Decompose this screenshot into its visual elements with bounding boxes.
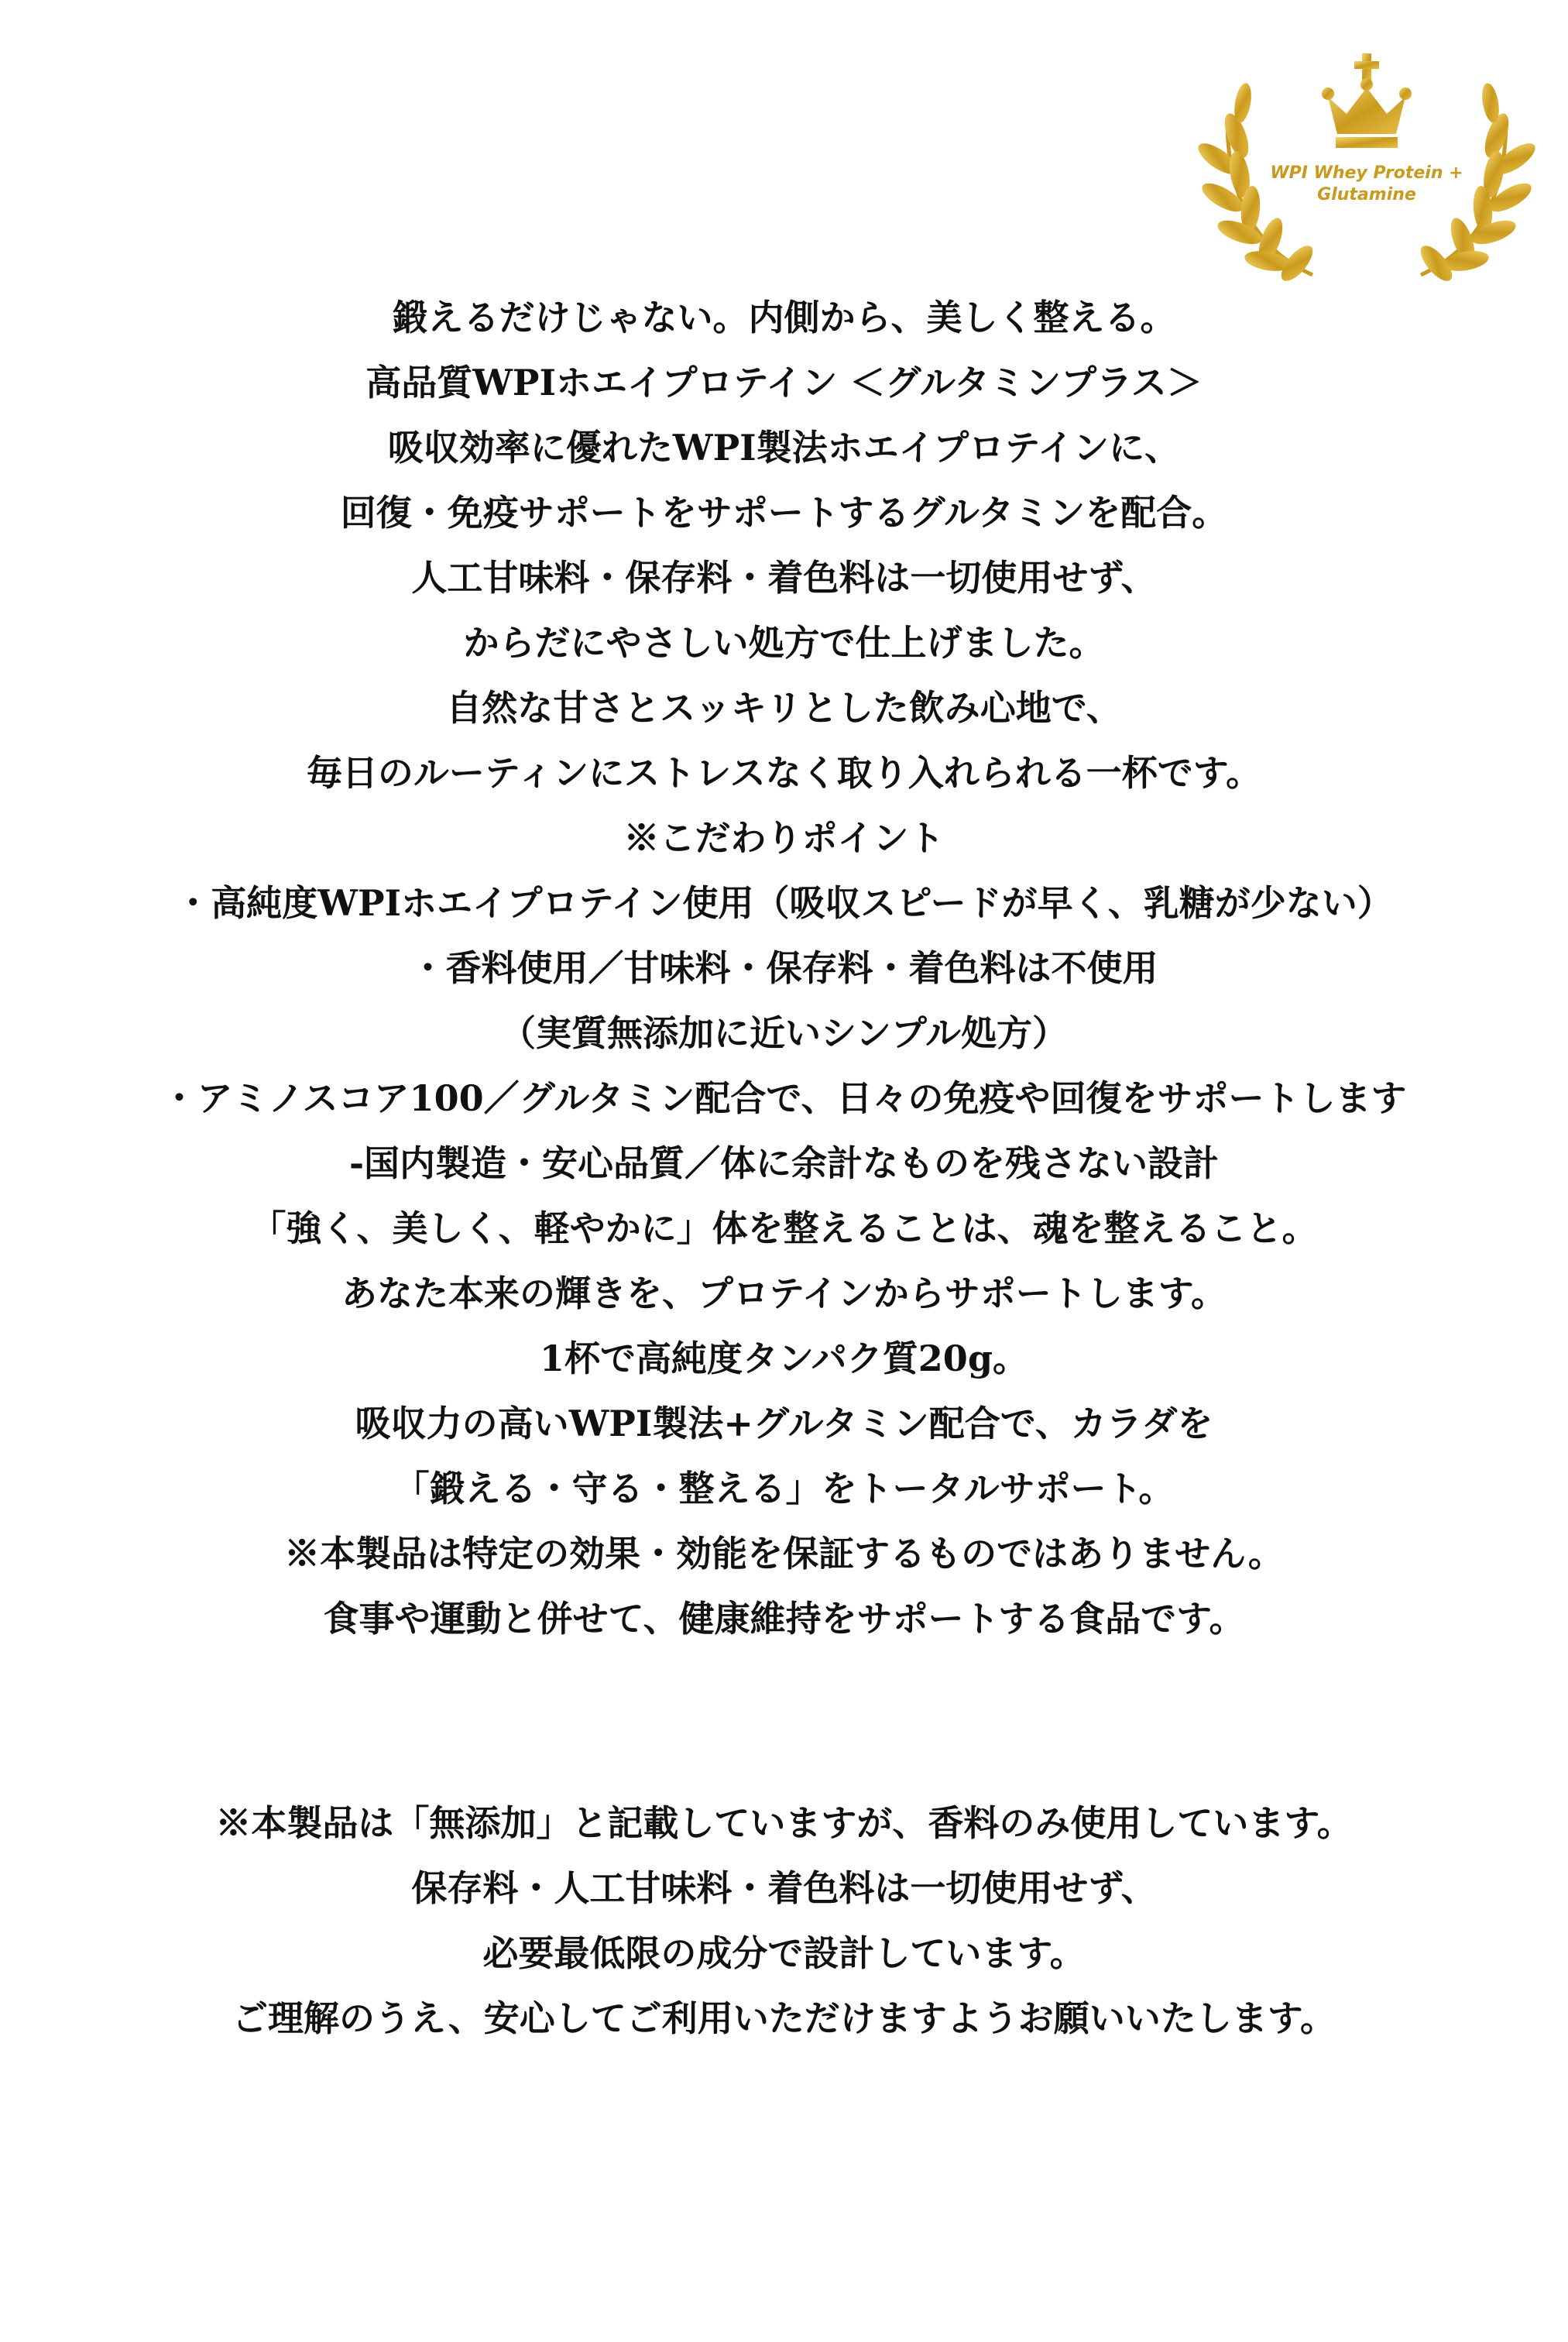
text-line: 「鍛える・守る・整える」をトータルサポート。	[393, 1468, 1175, 1509]
product-description	[0, 285, 1568, 1651]
text-line: ・香料使用／甘味料・保存料・着色料は不使用	[410, 947, 1158, 989]
text-line: ・アミノスコア100／グルタミン配合で、日々の免疫や回復をサポートします	[161, 1077, 1407, 1119]
text-line: ・高純度WPIホエイプロテイン使用（吸収スピードが早く、乳糖が少ない）	[175, 882, 1393, 924]
text-line: 「強く、美しく、軽やかに」体を整えることは、魂を整えること。	[250, 1207, 1318, 1249]
product-badge	[1196, 43, 1537, 290]
badge-line-1: WPI Whey Protein +	[1270, 163, 1463, 183]
text-line: 鍛えるだけじゃない。内側から、美しく整える。	[392, 297, 1176, 338]
text-line: 回復・免疫サポートをサポートするグルタミンを配合。	[340, 492, 1228, 534]
text-line: 吸収効率に優れたWPI製法ホエイプロテインに、	[387, 427, 1181, 469]
text-line: 食事や運動と併せて、健康維持をサポートする食品です。	[323, 1598, 1245, 1640]
text-line: 吸収力の高いWPI製法+グルタミン配合で、カラダを	[355, 1403, 1213, 1444]
text-line: ※本製品は特定の効果・効能を保証するものではありません。	[284, 1533, 1284, 1574]
text-line: 保存料・人工甘味料・着色料は一切使用せず、	[411, 1867, 1157, 1909]
additive-disclaimer	[0, 1791, 1568, 2051]
text-line: 1杯で高純度タンパク質20g。	[540, 1338, 1028, 1379]
text-line: からだにやさしい処方で仕上げました。	[463, 622, 1105, 664]
text-line: 自然な甘さとスッキリとした飲み心地で、	[446, 687, 1122, 729]
text-line: 高品質WPIホエイプロテイン ＜グルタミンプラス＞	[365, 362, 1203, 403]
text-line: 人工甘味料・保存料・着色料は一切使用せず、	[411, 557, 1157, 599]
text-line: -国内製造・安心品質／体に余計なものを残さない設計	[348, 1142, 1220, 1184]
text-line: 毎日のルーティンにストレスなく取り入れられる一杯です。	[306, 752, 1262, 794]
text-line: ※本製品は「無添加」と記載していますが、香料のみ使用しています。	[215, 1802, 1353, 1844]
badge-line-2: Glutamine	[1317, 185, 1416, 204]
text-line: ご理解のうえ、安心してご利用いただけますようお願いいたします。	[232, 1997, 1336, 2039]
badge-label	[1251, 163, 1483, 206]
text-line: 必要最低限の成分で設計しています。	[482, 1932, 1086, 1974]
text-line: ※こだわりポイント	[623, 817, 945, 859]
text-line: あなた本来の輝きを、プロテインからサポートします。	[341, 1272, 1227, 1314]
text-line: （実質無添加に近いシンプル処方）	[499, 1012, 1068, 1054]
